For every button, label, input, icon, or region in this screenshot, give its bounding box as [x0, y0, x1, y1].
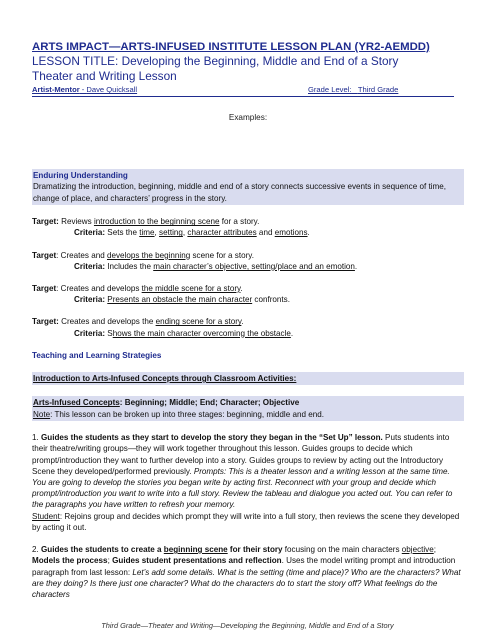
- criteria-text: Includes the: [105, 261, 154, 271]
- student-label: Student: [32, 511, 60, 521]
- student-text: : Rejoins group and decides which prompt they will write into a full story, then reviews the scene they developed by acting it out.: [32, 511, 460, 532]
- criteria-text: .: [354, 261, 358, 271]
- criteria-text: .: [307, 228, 310, 238]
- criteria-underlined: character attributes: [187, 228, 257, 238]
- target-block-4: [32, 316, 464, 338]
- criteria-underlined: main character’s objective, setting/place and an emotion: [153, 261, 355, 271]
- teaching-heading: Teaching and Learning Strategies: [32, 350, 162, 360]
- step-text: ;: [107, 556, 113, 566]
- target-underlined: develops the beginning: [106, 250, 191, 260]
- arts-concepts-box: [32, 396, 464, 421]
- target-text: .: [241, 317, 244, 327]
- target-text: Reviews: [58, 217, 94, 227]
- step-heading: Guides the students to create a: [41, 545, 164, 555]
- criteria-underlined: setting: [159, 228, 183, 238]
- artist-label: Artist-Mentor: [32, 85, 80, 94]
- target-underlined: ending scene for a story: [155, 317, 242, 327]
- step-heading: for their story: [227, 545, 283, 555]
- artist-name: Dave Quicksall: [86, 85, 138, 94]
- target-text: Creates and develops the: [58, 317, 156, 327]
- lesson-plan-page: [32, 41, 464, 600]
- page-footer: Third Grade—Theater and Writing—Developing the Beginning, Middle and End of a Story: [101, 621, 394, 630]
- target-text: : Creates and develops: [56, 284, 142, 294]
- target-text: for a story.: [219, 217, 260, 227]
- target-underlined: the middle scene for a story: [141, 284, 241, 294]
- target-label: Target: [32, 284, 57, 294]
- step-text: Puts students into their theatre/writing groups—they will work together throughout this lesson. Guides groups to decide which prompt/introduction they want to further develop into a story. Guides groups to review by acting out the Introductory Scene they developed/performed previously.: [32, 433, 450, 476]
- step-heading: Guides the students as they start to develop the story they began in the “Set Up” lesson.: [41, 433, 383, 443]
- target-text: : Creates and: [56, 250, 107, 260]
- target-underlined: introduction to the beginning scene: [93, 217, 220, 227]
- step-text: focusing on the main characters: [282, 545, 402, 555]
- step-bold: Models the process: [32, 556, 108, 566]
- document-title: ARTS IMPACT—ARTS-INFUSED INSTITUTE LESSON PLAN (YR2-AEMDD): [32, 41, 430, 53]
- target-text: .: [240, 284, 243, 294]
- grade-value: Third Grade: [357, 85, 399, 94]
- intro-concepts-box: Introduction to Arts-Infused Concepts through Classroom Activities:: [32, 372, 464, 385]
- target-block-3: [32, 283, 464, 305]
- step-number: 1.: [32, 433, 41, 443]
- target-block-1: [32, 216, 464, 238]
- step-text: ;: [433, 545, 436, 555]
- concepts-text: : Beginning; Middle; End; Character; Objective: [119, 398, 300, 408]
- criteria-text: Sets the: [105, 228, 140, 238]
- lesson-subtitle: Theater and Writing Lesson: [32, 69, 177, 83]
- criteria-text: ,: [154, 228, 160, 238]
- criteria-text: and: [256, 228, 275, 238]
- step-2: [32, 544, 464, 600]
- criteria-underlined: time: [139, 228, 155, 238]
- criteria-label: Criteria:: [74, 328, 106, 338]
- criteria-underlined: emotions: [274, 228, 308, 238]
- concepts-label: Arts-Infused Concepts: [33, 398, 120, 408]
- grade-label: Grade Level:: [308, 85, 352, 94]
- target-text: scene for a story.: [190, 250, 254, 260]
- criteria-label: Criteria:: [74, 228, 106, 238]
- criteria-label: Criteria:: [74, 295, 106, 305]
- artist-separator: -: [79, 85, 87, 94]
- criteria-text: .: [290, 328, 294, 338]
- step-prompts: Prompts: This is a theater lesson and a writing lesson at the same time. You are going to develop the stories you began write by acting first. Reconnect with your group and decide which prompt/introduction you want to write into a full story. Review the tableau and dialogue you acted out. You can refer to the paragraphs you have written to refresh your memory.: [32, 466, 453, 510]
- artist-grade-row: [32, 85, 454, 97]
- enduring-heading: Enduring Understanding: [33, 171, 128, 180]
- target-label: Target: [32, 250, 57, 260]
- enduring-text: Dramatizing the introduction, beginning, middle and end of a story connects successive events in sequence of time, change of place, and characters’ progress in the story.: [33, 182, 447, 203]
- step-number: 2.: [32, 545, 41, 555]
- examples-label: Examples:: [228, 113, 268, 122]
- criteria-underlined: hows the main character overcoming the obstacle: [112, 328, 291, 338]
- step-prompts: Let’s add some details. What is the setting (time and place)? Who are the characters? What are they doing? Is there just one character? What do the characters do to start the story off? What feelings do the characters: [32, 567, 461, 599]
- step-underlined: objective: [401, 545, 434, 555]
- lesson-title: LESSON TITLE: Developing the Beginning, Middle and End of a Story: [32, 54, 399, 68]
- enduring-understanding-box: [32, 169, 464, 205]
- target-block-2: [32, 250, 464, 272]
- target-label: Target:: [32, 217, 59, 227]
- step-heading-underlined: beginning scene: [163, 545, 228, 555]
- target-label: Target:: [32, 317, 59, 327]
- criteria-text: S: [105, 328, 113, 338]
- criteria-text: ,: [182, 228, 188, 238]
- step-1: [32, 432, 464, 533]
- step-text: . Uses the model writing prompt and introduction paragraph from last lesson:: [32, 556, 456, 577]
- note-label: Note: [33, 409, 51, 419]
- grade-level: [308, 85, 398, 94]
- criteria-label: Criteria:: [74, 261, 106, 271]
- step-bold: Guides student presentations and reflection: [112, 556, 282, 566]
- criteria-text: confronts.: [252, 295, 290, 305]
- criteria-underlined: Presents an obstacle the main character: [107, 295, 253, 305]
- note-text: : This lesson can be broken up into three stages: beginning, middle and end.: [50, 409, 324, 419]
